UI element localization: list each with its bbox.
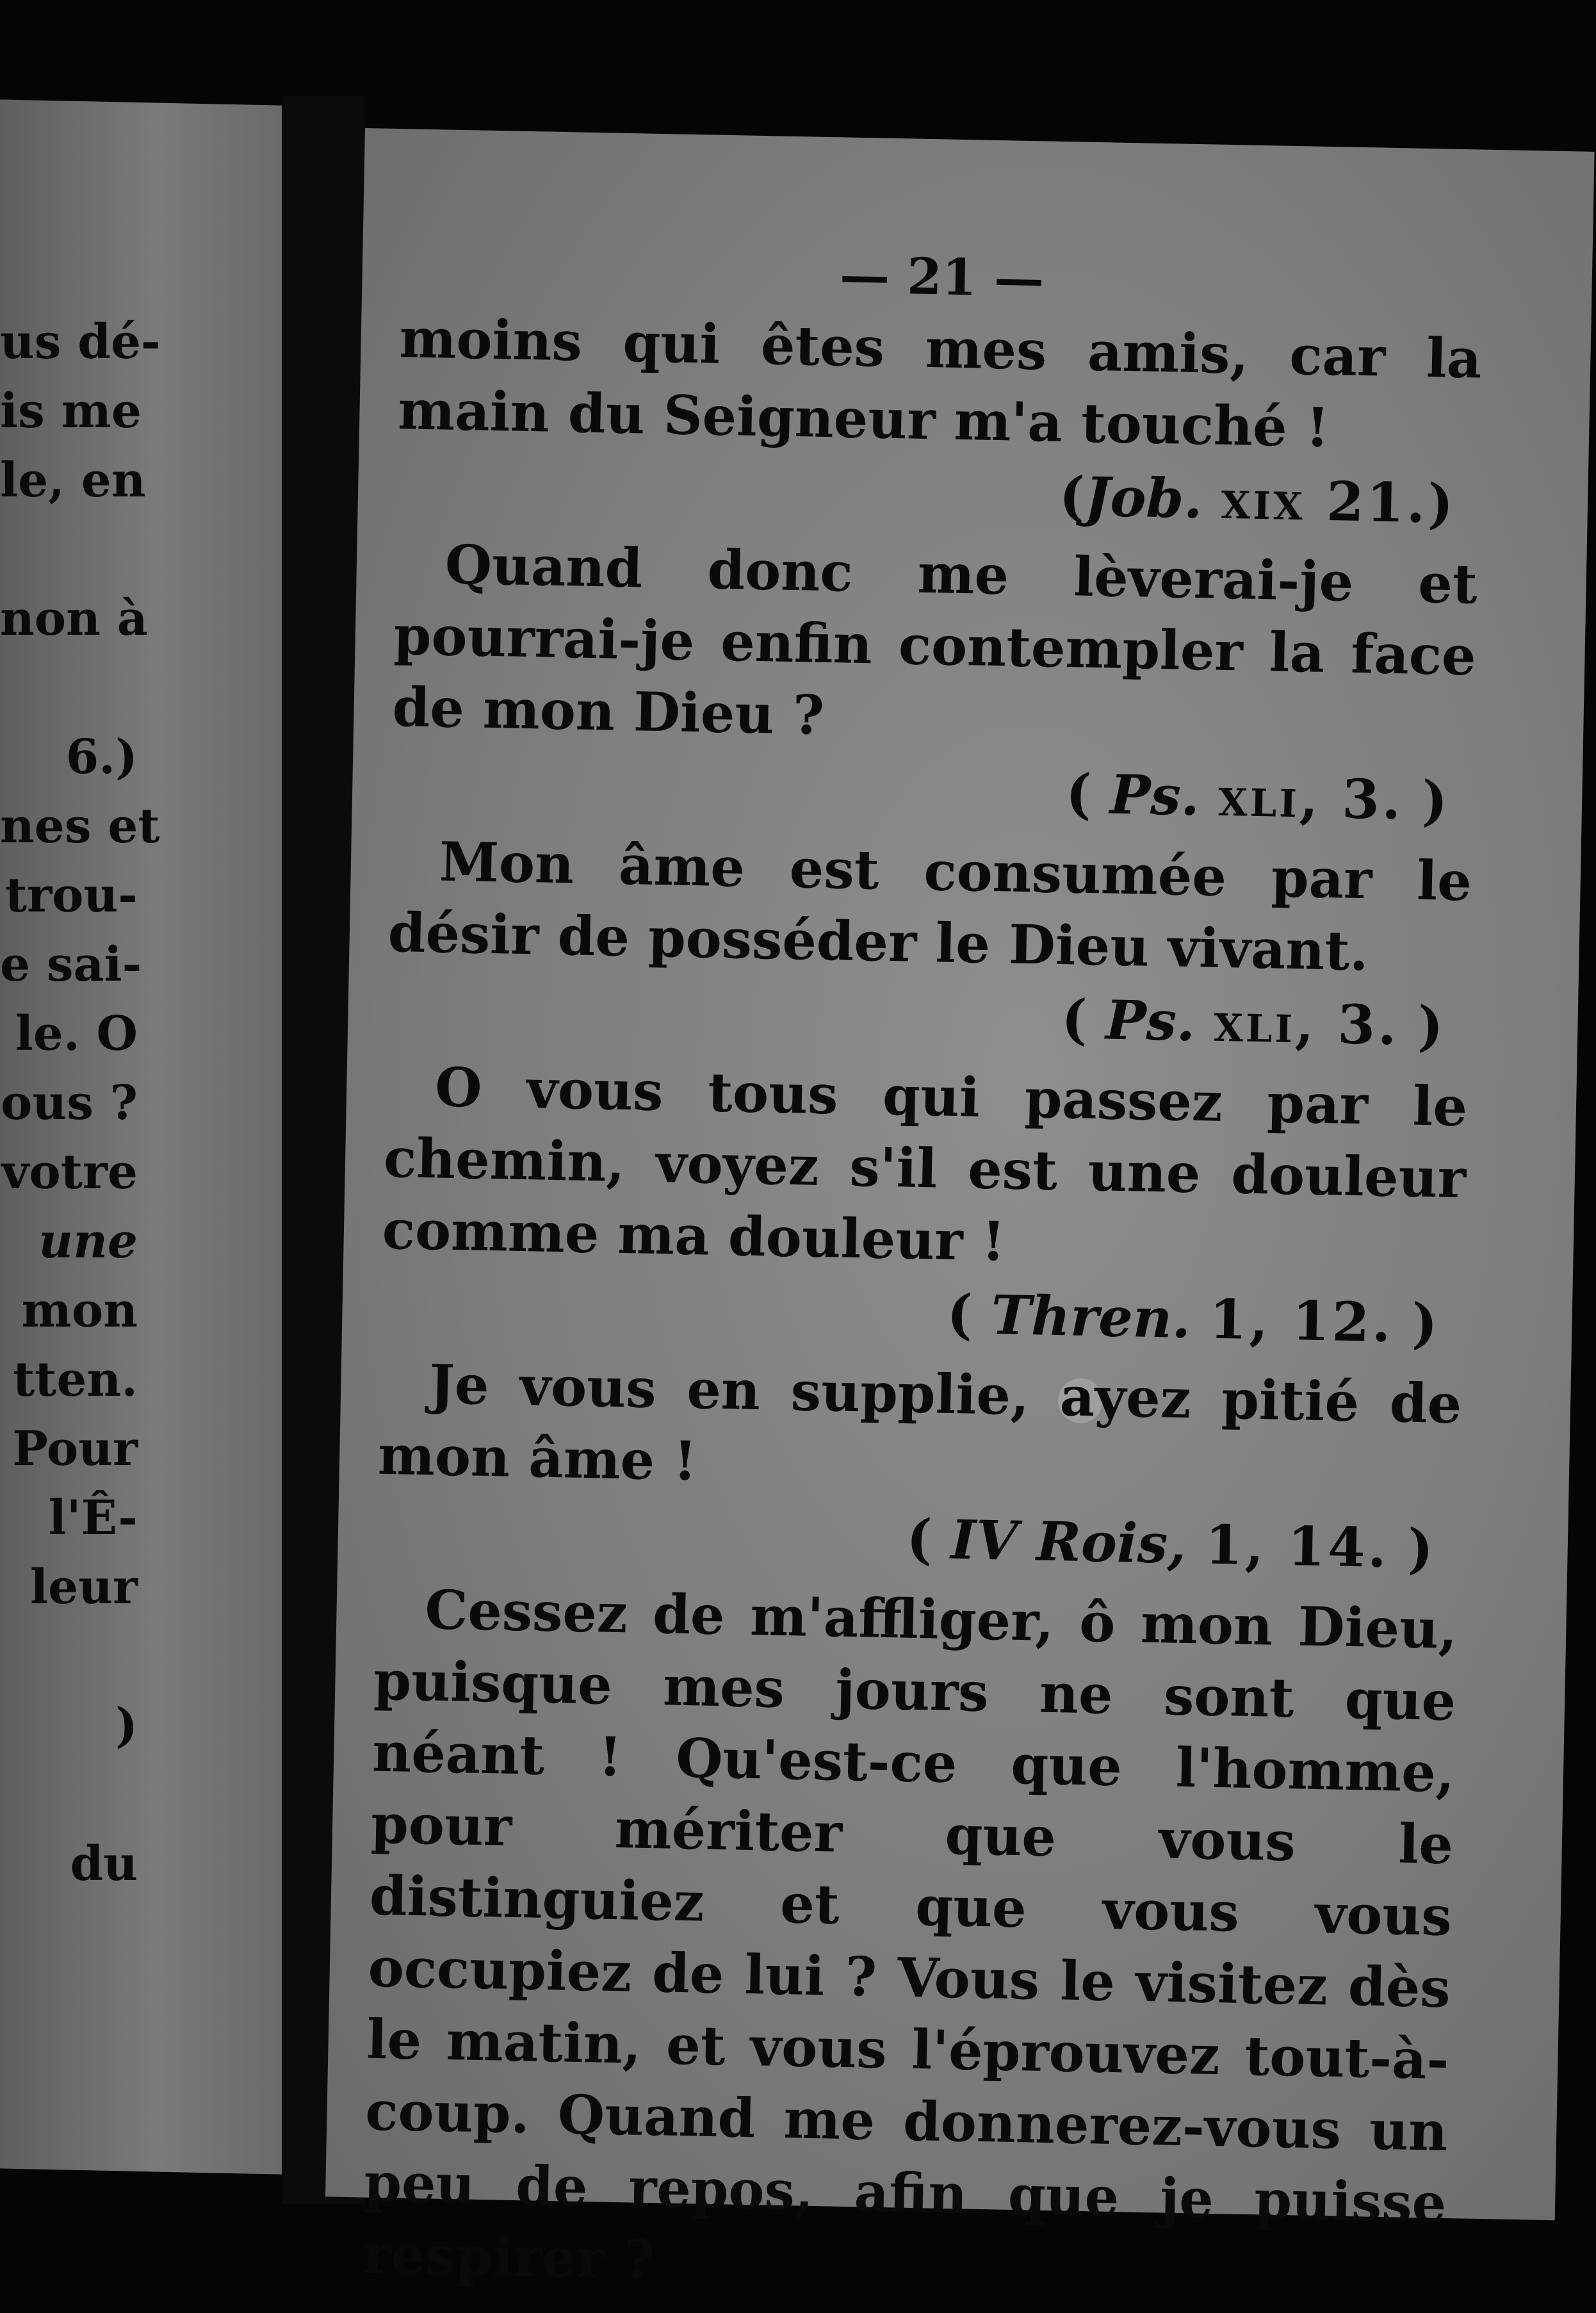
verse-text: O vous tous qui passez par le chemin, voyez s'il est une douleur comme ma douleur ! — [382, 1055, 1468, 1273]
ref-open: ( — [1061, 987, 1107, 1052]
verse-text: moins qui êtes mes amis, car la main du Seigneur m'a touché ! — [397, 306, 1483, 459]
ref-close: ) — [1388, 1516, 1434, 1581]
left-line: trou- — [4, 868, 138, 923]
verse-text: Quand donc me lèverai-je et pourrai-je enfin contempler la face de mon Dieu ? — [391, 532, 1478, 747]
ref-book: Ps. — [1105, 988, 1196, 1054]
ref-book: Thren. — [990, 1283, 1192, 1351]
ref-close: ) — [1398, 993, 1444, 1058]
page-content — [362, 238, 1483, 2311]
ref-close: ) — [1392, 1291, 1438, 1355]
ref-book: Job. — [1084, 464, 1203, 531]
left-line — [0, 653, 138, 723]
left-line — [0, 1760, 138, 1829]
ref-open: ( — [1065, 762, 1111, 826]
left-page-text — [0, 307, 161, 1899]
left-line: le, en — [0, 453, 146, 508]
ref-cite: 1, 12. — [1209, 1287, 1394, 1355]
left-line: ous ? — [1, 1075, 138, 1131]
ref-open: ( — [906, 1507, 952, 1571]
verse-text: Je vous en supplie, ayez pitié de mon âme ! — [377, 1352, 1463, 1493]
left-line: e sai- — [0, 937, 142, 992]
left-line: nes et — [0, 799, 160, 854]
ref-book: Ps. — [1109, 762, 1200, 828]
left-line: une — [38, 1214, 138, 1269]
left-line — [0, 1622, 138, 1691]
left-line: Pour — [12, 1421, 138, 1476]
left-line: votre — [1, 1145, 138, 1200]
ref-book: IV Rois, — [950, 1507, 1187, 1576]
left-line: 6.) — [65, 730, 138, 785]
left-line: leur — [30, 1560, 138, 1615]
right-page — [325, 128, 1595, 2292]
ref-cite: xix 21. — [1220, 467, 1429, 535]
left-line: non à — [0, 591, 148, 646]
left-line: ) — [115, 1698, 138, 1753]
left-line: mon — [21, 1283, 138, 1338]
left-line: du — [70, 1836, 138, 1892]
left-line: le. O — [15, 1006, 138, 1061]
left-line — [0, 515, 138, 584]
ref-cite: 1, 14. — [1204, 1512, 1390, 1580]
verse-text: Mon âme est consumée par le désir de posséder le Dieu vivant. — [387, 830, 1472, 983]
ref-open: ( — [1059, 464, 1086, 528]
left-line: is me — [0, 384, 142, 439]
ref-cite: xli, 3. — [1213, 990, 1400, 1058]
page-number: — 21 — — [839, 246, 1045, 309]
ref-open: ( — [946, 1282, 992, 1347]
ref-close: ) — [1403, 768, 1449, 833]
left-line: l'Ê- — [48, 1491, 138, 1546]
ref-cite: xli, 3. — [1217, 764, 1405, 832]
left-line: us dé- — [0, 315, 161, 370]
ref-close: ) — [1427, 471, 1454, 535]
left-line: tten. — [12, 1352, 138, 1407]
verse-text: Cessez de m'affliger, ô mon Dieu, puisque mes jours ne sont que néant ! Qu'est-ce que l'homme, pour mériter que vous le distinguiez et que vous vous occupiez de lui ? Vous le visitez dès le matin, et vous l'éprouvez tout-à-coup. Quand me donnerez-vous un peu de repos, afin que je puisse respirer ? — [362, 1578, 1458, 2292]
